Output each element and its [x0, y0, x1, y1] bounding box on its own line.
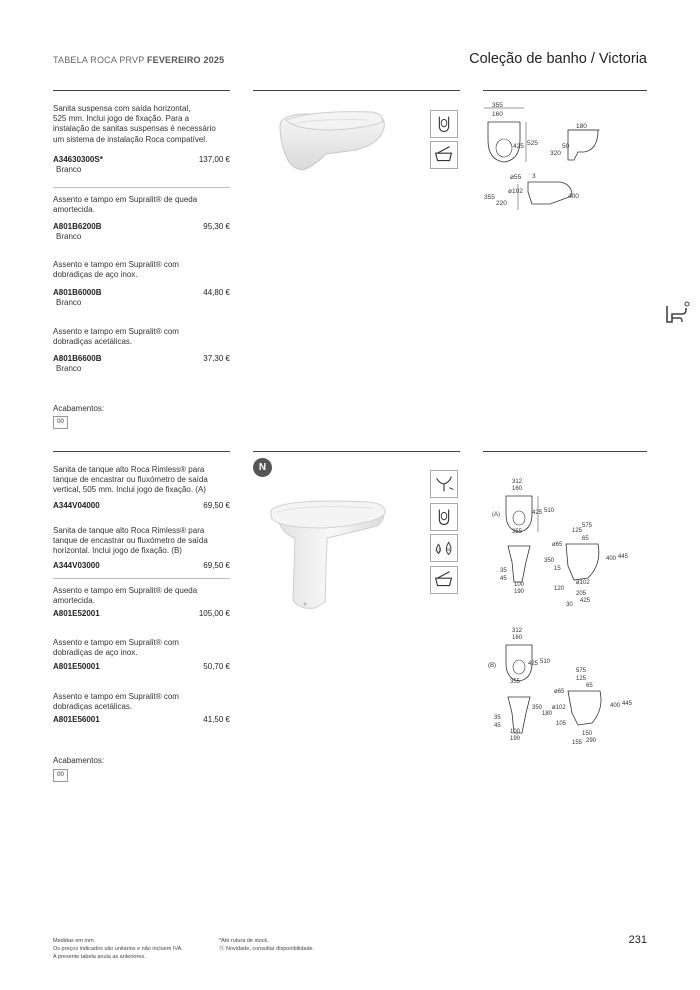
- svg-text:30: 30: [566, 602, 573, 608]
- rimless-toilet-icon: [430, 110, 458, 138]
- svg-text:35: 35: [494, 715, 501, 721]
- svg-text:160: 160: [512, 635, 523, 641]
- finish-swatch[interactable]: 00: [53, 769, 68, 782]
- toilet-technical-drawing-a: [484, 474, 634, 609]
- dim-label: 220: [496, 200, 507, 207]
- svg-text:575: 575: [576, 668, 587, 674]
- product-price: 50,70 €: [203, 662, 230, 671]
- svg-text:445: 445: [618, 554, 629, 560]
- svg-text:425: 425: [580, 598, 591, 604]
- svg-text:205: 205: [576, 591, 587, 597]
- product-code: A34630300S*: [53, 155, 103, 164]
- product-code: A801E52001: [53, 609, 100, 618]
- dim-label: ø55: [510, 174, 522, 181]
- svg-text:3L: 3L: [446, 546, 451, 552]
- svg-text:160: 160: [512, 486, 523, 492]
- product-price: 44,80 €: [203, 288, 230, 297]
- svg-text:(A): (A): [492, 512, 500, 518]
- footer-legend: *Até rutura de stock. Ⓝ Novidade, consultar disponibilidade.: [219, 938, 315, 952]
- section2-rule-image: [253, 451, 460, 452]
- svg-text:65: 65: [586, 683, 593, 689]
- product-code: A801B6600B: [53, 354, 102, 363]
- product-description: Assento e tampo em Supralit® de queda amortecida.: [53, 195, 198, 215]
- dim-label: ø102: [508, 188, 523, 195]
- svg-text:45: 45: [500, 576, 507, 582]
- product-price: 105,00 €: [198, 609, 230, 618]
- page-title: Coleção de banho / Victoria: [469, 51, 647, 67]
- svg-text:400: 400: [610, 703, 621, 709]
- section1-rule-text: [53, 90, 230, 91]
- product-color: Branco: [56, 298, 82, 307]
- product-code: A801B6000B: [53, 288, 102, 297]
- svg-text:35: 35: [500, 568, 507, 574]
- svg-text:65: 65: [582, 536, 589, 542]
- product-price: 137,00 €: [198, 155, 230, 164]
- product-description: Sanita de tanque alto Roca Rimless® para tanque de encastrar ou fluxómetro de saída vertical, 505 mm. Inclui jogo de fixação. (A): [53, 465, 208, 495]
- product-price: 95,30 €: [203, 222, 230, 231]
- svg-text:312: 312: [512, 479, 523, 485]
- svg-text:425: 425: [528, 661, 539, 667]
- footer-notes: Medidas em mm. Os preços indicados são unitários e não incluem IVA. A presente tabela anula as anteriores.: [53, 938, 183, 960]
- dim-label: 525: [527, 140, 538, 147]
- svg-text:ø102: ø102: [576, 580, 590, 586]
- svg-text:425: 425: [532, 510, 543, 516]
- product-price: 69,50 €: [203, 561, 230, 570]
- section2-rule-drawing: [483, 451, 647, 452]
- svg-text:312: 312: [512, 628, 523, 634]
- svg-text:575: 575: [582, 523, 593, 529]
- dim-label: 160: [492, 111, 503, 118]
- svg-text:4,5: 4,5: [435, 547, 441, 553]
- dim-label: 3: [532, 173, 536, 180]
- svg-text:510: 510: [540, 659, 551, 665]
- svg-text:155: 155: [572, 740, 583, 746]
- dim-label: 50: [562, 143, 570, 150]
- svg-text:125: 125: [576, 676, 587, 682]
- catalog-header: [53, 55, 224, 65]
- svg-text:ø65: ø65: [554, 689, 565, 695]
- svg-text:105: 105: [556, 721, 567, 727]
- new-badge: N: [253, 458, 272, 477]
- product-description: Assento e tampo em Supralit® com dobradiças acetálicas.: [53, 692, 179, 712]
- wall-hung-toilet-technical-drawing: [480, 100, 640, 215]
- svg-text:ø102: ø102: [552, 705, 566, 711]
- product-description: Assento e tampo em Supralit® com dobradiças de aço inox.: [53, 260, 179, 280]
- dim-label: 355: [484, 194, 495, 201]
- dim-label: 320: [550, 150, 561, 157]
- toilet-technical-drawing-b: [484, 625, 634, 750]
- product-price: 37,30 €: [203, 354, 230, 363]
- svg-text:190: 190: [514, 589, 525, 595]
- dim-label: 400: [568, 193, 579, 200]
- rimless-toilet-icon: [430, 503, 458, 531]
- product-price: 69,50 €: [203, 501, 230, 510]
- page-number: 231: [628, 934, 647, 946]
- section1-rule-image: [253, 90, 460, 91]
- product-divider: [53, 187, 230, 188]
- product-color: Branco: [56, 232, 82, 241]
- product-divider: [53, 578, 230, 579]
- svg-text:400: 400: [606, 556, 617, 562]
- catalog-name: TABELA ROCA PRVP: [53, 55, 145, 65]
- dim-label: 180: [576, 123, 587, 130]
- dim-label: 425: [513, 143, 524, 150]
- svg-text:100: 100: [514, 582, 525, 588]
- seat-lid-icon: [430, 141, 458, 169]
- svg-text:(B): (B): [488, 663, 496, 669]
- svg-text:510: 510: [544, 508, 555, 514]
- svg-text:ø65: ø65: [552, 542, 563, 548]
- svg-text:100: 100: [510, 729, 521, 735]
- catalog-date: FEVEREIRO 2025: [146, 55, 225, 65]
- product-color: Branco: [56, 165, 82, 174]
- product-description: Assento e tampo em Supralit® com dobradiças acetálicas.: [53, 327, 179, 347]
- svg-text:350: 350: [532, 705, 543, 711]
- svg-text:355: 355: [512, 529, 523, 535]
- svg-text:290: 290: [586, 738, 597, 744]
- product-code: A801E56001: [53, 715, 100, 724]
- product-price: 41,50 €: [203, 715, 230, 724]
- product-description: Assento e tampo em Supralit® com dobradiças de aço inox.: [53, 638, 179, 658]
- svg-text:45: 45: [494, 723, 501, 729]
- product-color: Branco: [56, 364, 82, 373]
- product-code: A801E50001: [53, 662, 100, 671]
- svg-text:445: 445: [622, 701, 633, 707]
- product-description: Sanita de tanque alto Roca Rimless® para tanque de encastrar ou fluxómetro de saída horizontal. Inclui jogo de fixação. (B): [53, 526, 208, 556]
- svg-text:120: 120: [554, 586, 565, 592]
- finishes-label: Acabamentos:: [53, 404, 105, 413]
- svg-text:125: 125: [572, 528, 583, 534]
- product-description: Assento e tampo em Supralit® de queda amortecida.: [53, 586, 198, 606]
- floor-standing-toilet-image: [265, 490, 395, 615]
- seat-lid-icon: [430, 566, 458, 594]
- finish-swatch[interactable]: 00: [53, 416, 68, 429]
- dim-label: 355: [492, 102, 503, 109]
- wall-hung-toilet-image: [272, 98, 392, 178]
- product-code: A344V04000: [53, 501, 100, 510]
- svg-text:350: 350: [544, 558, 555, 564]
- svg-text:355: 355: [510, 679, 521, 685]
- toilet-category-icon: [664, 300, 692, 328]
- dual-flush-icon: [430, 534, 458, 562]
- product-code: A801B6200B: [53, 222, 102, 231]
- svg-text:150: 150: [582, 731, 593, 737]
- product-description: Sanita suspensa com saída horizontal, 525 mm. Inclui jogo de fixação. Para a instalação de sanitas suspensas é necessário um sistema de instalação Roca compatível.: [53, 104, 216, 144]
- floor-toilet-icon: [430, 470, 458, 498]
- finishes-label: Acabamentos:: [53, 756, 105, 765]
- section1-rule-drawing: [483, 90, 647, 91]
- section2-rule-text: [53, 451, 230, 452]
- svg-text:180: 180: [542, 711, 553, 717]
- svg-text:190: 190: [510, 736, 521, 742]
- svg-text:15: 15: [554, 566, 561, 572]
- product-code: A344V03000: [53, 561, 100, 570]
